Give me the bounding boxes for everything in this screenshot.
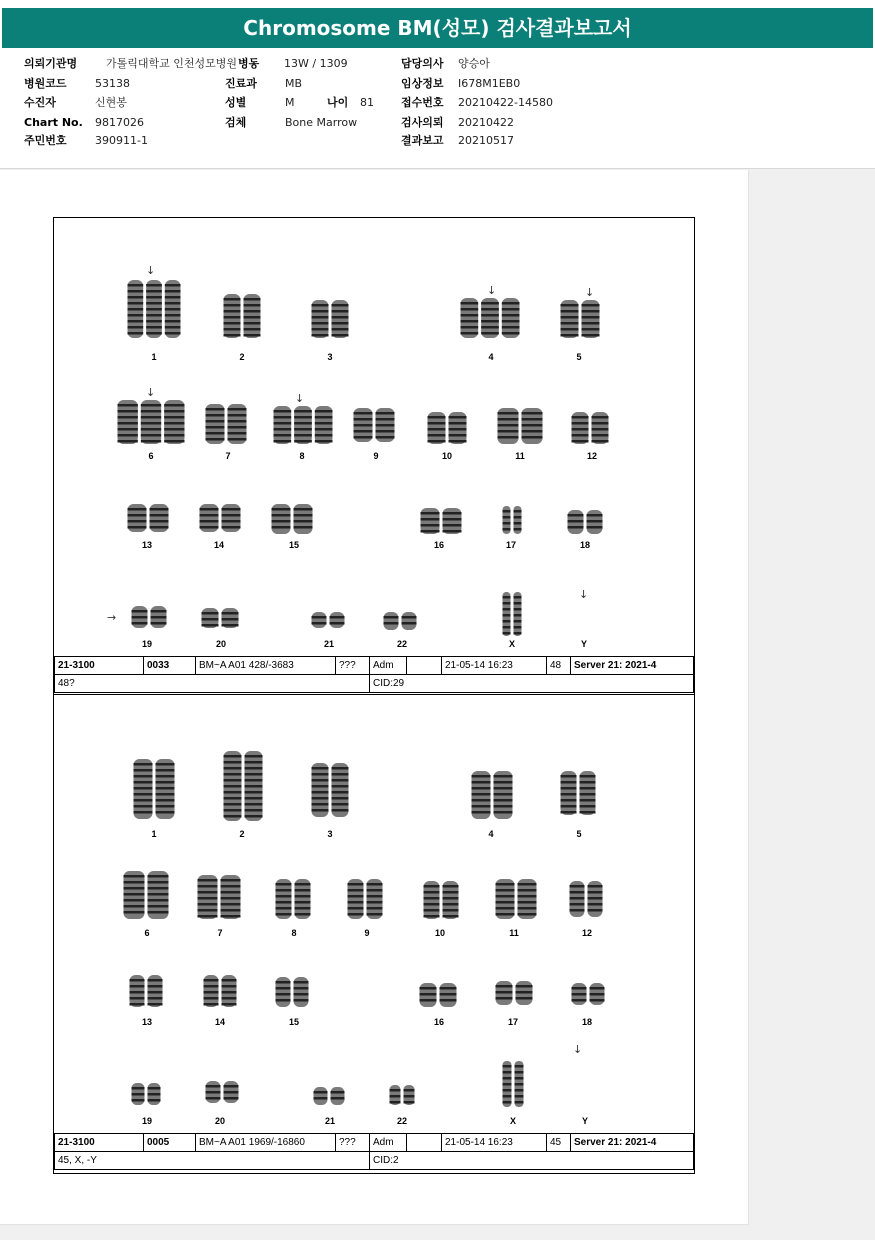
- chromosome-label: 8: [299, 451, 305, 461]
- chromosome-image: [501, 592, 523, 636]
- chromosome-label: 1: [151, 352, 157, 362]
- arrow-down-icon: ↓: [295, 392, 305, 405]
- chromosome-image: [352, 408, 396, 442]
- chromosome-image: [570, 983, 606, 1005]
- chromosome-label: Y: [580, 639, 587, 649]
- chromosome-label: 22: [396, 639, 407, 649]
- info-specimen: 검체 Bone Marrow: [225, 116, 358, 129]
- chromosome-label: X: [508, 639, 515, 649]
- karyotype-panel-2: [53, 694, 695, 1174]
- chromosome-label: 2: [239, 352, 245, 362]
- chromosome-image: [130, 606, 168, 628]
- chromosome-image: [122, 871, 170, 919]
- chromosome-image: [196, 875, 242, 919]
- arrow-down-icon: ↓: [585, 286, 595, 299]
- chromosome-image: [501, 506, 523, 534]
- chromosome-label: 10: [434, 928, 445, 938]
- chromosome-image: [459, 298, 521, 338]
- chromosome-label: Y: [581, 1116, 588, 1126]
- chromosome-image: [388, 1085, 416, 1105]
- chromosome-label: 18: [581, 1017, 592, 1027]
- chromosome-label: 7: [225, 451, 231, 461]
- chromosome-label: 13: [141, 540, 152, 550]
- karyogram-1: [54, 218, 694, 656]
- chromosome-image: [382, 612, 418, 630]
- chromosome-image: [272, 406, 334, 444]
- info-patient-name: 수진자 신현봉: [24, 96, 127, 109]
- chromosome-image: [270, 504, 314, 534]
- chromosome-label: 17: [505, 540, 516, 550]
- cell-number: 0005: [144, 1134, 196, 1152]
- chromosome-label: 5: [576, 829, 582, 839]
- arrow-down-icon: ↓: [146, 386, 156, 399]
- user: Adm: [370, 1134, 407, 1152]
- chromosome-image: [418, 983, 458, 1007]
- chromosome-label: 9: [373, 451, 379, 461]
- info-request-date: 검사의뢰 20210422: [401, 116, 514, 129]
- chromosome-image: [204, 1081, 240, 1103]
- chromosome-label: 12: [581, 928, 592, 938]
- chromosome-label: 15: [288, 540, 299, 550]
- case-id: 21-3100: [55, 657, 144, 675]
- info-sex: 성별 M: [225, 96, 295, 109]
- chromosome-image: [559, 300, 601, 338]
- info-ward: 병동 13W / 1309: [238, 57, 348, 70]
- info-doctor: 담당의사 양승아: [401, 57, 490, 70]
- info-hospital-code: 병원코드 53138: [24, 77, 130, 90]
- cid: CID:2: [370, 1152, 694, 1170]
- karyotype-result: 45, X, -Y: [55, 1152, 370, 1170]
- info-clinical-info: 임상정보 I678M1EB0: [401, 77, 521, 90]
- chromosome-image: [204, 404, 248, 444]
- karyotype-meta-1: [54, 656, 694, 693]
- arrow-down-icon: ↓: [146, 264, 156, 277]
- chromosome-label: X: [509, 1116, 516, 1126]
- chromosome-image: [222, 294, 262, 338]
- chromosome-label: 12: [586, 451, 597, 461]
- chromosome-image: [274, 977, 310, 1007]
- info-report-date: 결과보고 20210517: [401, 134, 514, 147]
- flag: ???: [336, 657, 370, 675]
- chromosome-image: [568, 881, 604, 917]
- chromosome-label: 3: [327, 829, 333, 839]
- chromosome-image: [470, 771, 514, 819]
- cid: CID:29: [370, 675, 694, 693]
- info-department: 진료과 MB: [225, 77, 303, 90]
- chromosome-label: 5: [576, 352, 582, 362]
- chromosome-label: 16: [433, 540, 444, 550]
- chromosome-image: [312, 1087, 346, 1105]
- chromosome-label: 15: [288, 1017, 299, 1027]
- chromosome-image: [559, 771, 597, 815]
- datetime: 21-05-14 16:23: [442, 1134, 547, 1152]
- image-id: BM~A A01 1969/-16860: [196, 1134, 336, 1152]
- chromosome-image: [426, 412, 468, 444]
- chromosome-label: 11: [509, 928, 519, 938]
- chromosome-label: 6: [148, 451, 154, 461]
- info-referring-institution: 의뢰기관명 가톨릭대학교 인천성모병원: [24, 57, 238, 70]
- karyotype-meta-2: [54, 1133, 694, 1170]
- blank-cell: [407, 1134, 442, 1152]
- arrow-down-icon: ↓: [579, 588, 589, 601]
- chromosome-label: 4: [488, 829, 494, 839]
- chromosome-label: 21: [324, 1116, 335, 1126]
- info-chart-no: Chart No. 9817026: [24, 116, 144, 129]
- chromosome-image: [310, 300, 350, 338]
- blank-cell: [407, 657, 442, 675]
- chromosome-image: [310, 763, 350, 817]
- chromosome-label: 7: [217, 928, 223, 938]
- chromosome-image: [222, 751, 264, 821]
- chromosome-count: 45: [547, 1134, 571, 1152]
- chromosome-image: [570, 412, 610, 444]
- chromosome-label: 14: [214, 1017, 225, 1027]
- case-id: 21-3100: [55, 1134, 144, 1152]
- chromosome-image: [566, 510, 604, 534]
- chromosome-image: [494, 879, 538, 919]
- chromosome-label: 21: [323, 639, 334, 649]
- chromosome-label: 20: [214, 1116, 225, 1126]
- chromosome-image: [494, 981, 534, 1005]
- chromosome-label: 4: [488, 352, 494, 362]
- chromosome-label: 20: [215, 639, 226, 649]
- report-title: Chromosome BM(성모) 검사결과보고서: [2, 8, 873, 48]
- arrow-right-icon: →: [107, 611, 117, 624]
- server: Server 21: 2021-4: [571, 657, 694, 675]
- chromosome-image: [126, 504, 170, 532]
- chromosome-label: 11: [515, 451, 525, 461]
- image-id: BM~A A01 428/-3683: [196, 657, 336, 675]
- info-accession-no: 접수번호 20210422-14580: [401, 96, 553, 109]
- chromosome-label: 8: [291, 928, 297, 938]
- chromosome-label: 14: [213, 540, 224, 550]
- chromosome-image: [310, 612, 346, 628]
- chromosome-label: 3: [327, 352, 333, 362]
- chromosome-label: 13: [141, 1017, 152, 1027]
- chromosome-label: 6: [144, 928, 150, 938]
- server: Server 21: 2021-4: [571, 1134, 694, 1152]
- chromosome-image: [496, 408, 544, 444]
- chromosome-image: [126, 280, 182, 338]
- chromosome-image: [128, 975, 164, 1007]
- info-age: 나이 81: [327, 96, 374, 109]
- chromosome-label: 18: [579, 540, 590, 550]
- chromosome-image: [274, 879, 312, 919]
- chromosome-label: 19: [141, 1116, 152, 1126]
- chromosome-image: [200, 608, 240, 628]
- chromosome-image: [116, 400, 186, 444]
- karyogram-2: [54, 695, 694, 1133]
- chromosome-count: 48: [547, 657, 571, 675]
- chromosome-label: 10: [441, 451, 452, 461]
- chromosome-label: 1: [151, 829, 157, 839]
- chromosome-label: 2: [239, 829, 245, 839]
- chromosome-label: 9: [364, 928, 370, 938]
- chromosome-label: 16: [433, 1017, 444, 1027]
- chromosome-image: [419, 508, 463, 534]
- chromosome-image: [346, 879, 384, 919]
- chromosome-label: 19: [141, 639, 152, 649]
- chromosome-image: [501, 1061, 525, 1107]
- chromosome-image: [202, 975, 238, 1007]
- flag: ???: [336, 1134, 370, 1152]
- user: Adm: [370, 657, 407, 675]
- cell-number: 0033: [144, 657, 196, 675]
- chromosome-image: [130, 1083, 162, 1105]
- karyotype-result: 48?: [55, 675, 370, 693]
- chromosome-image: [422, 881, 460, 919]
- arrow-down-icon: ↓: [487, 284, 497, 297]
- info-resident-no: 주민번호 390911-1: [24, 134, 148, 147]
- chromosome-label: 22: [396, 1116, 407, 1126]
- chromosome-image: [198, 504, 242, 532]
- report-header: [0, 0, 875, 169]
- karyotype-panel-1: [53, 217, 695, 696]
- datetime: 21-05-14 16:23: [442, 657, 547, 675]
- chromosome-image: [132, 759, 176, 819]
- chromosome-label: 17: [507, 1017, 518, 1027]
- arrow-down-icon: ↓: [573, 1043, 583, 1056]
- report-page: [0, 170, 749, 1225]
